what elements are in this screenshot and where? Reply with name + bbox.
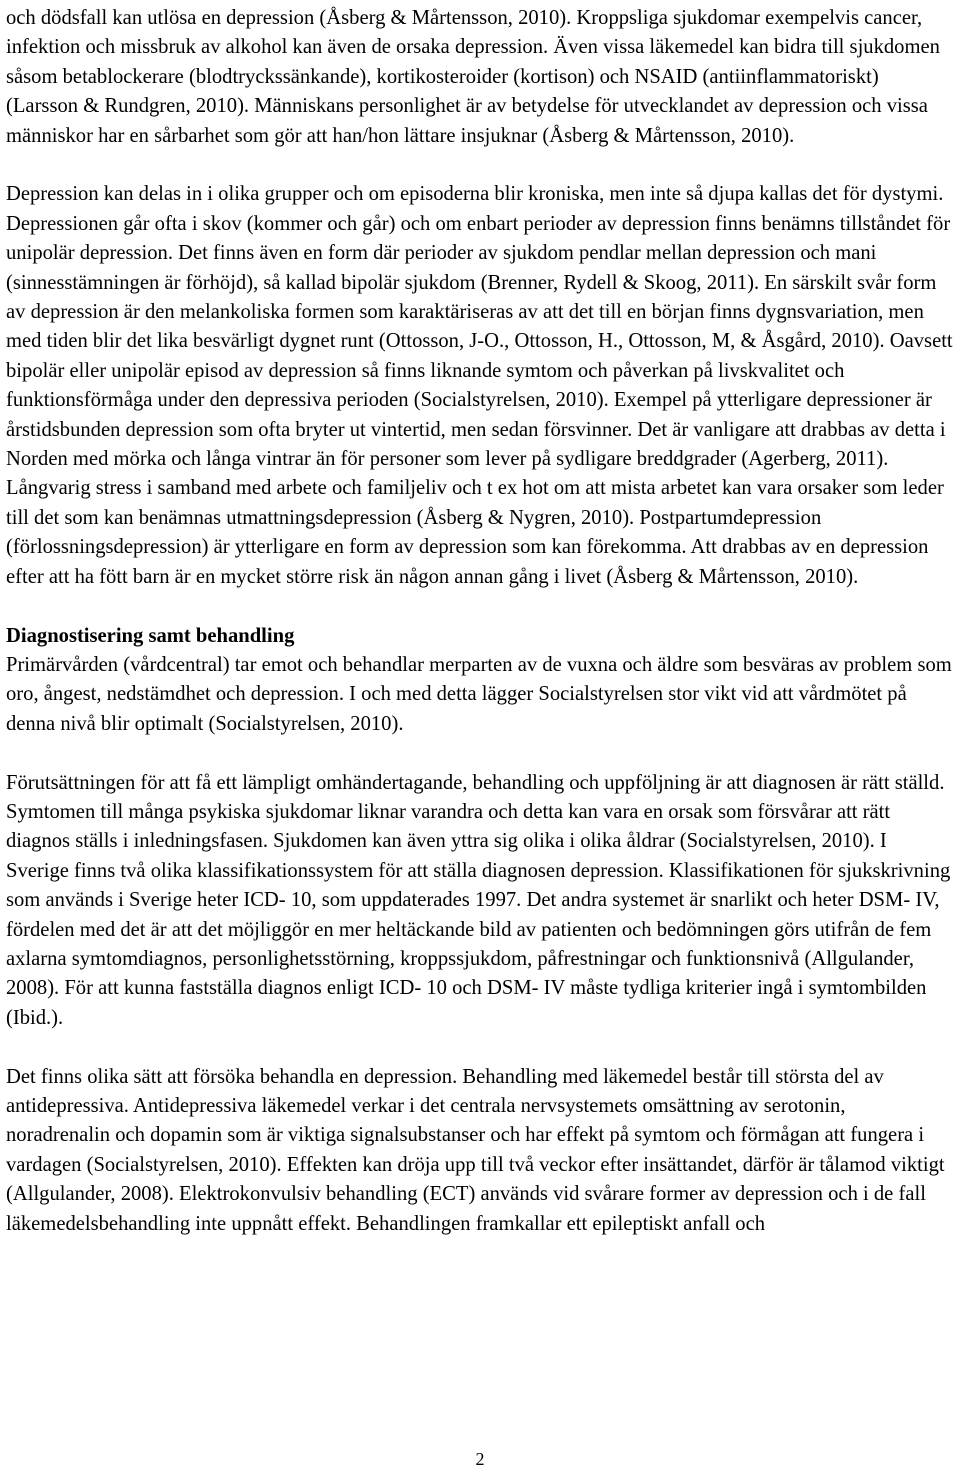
document-page [6,4,954,1239]
paragraph-spacer [6,1033,954,1062]
page-number: 2 [475,1449,485,1469]
paragraph-primary-care: Primärvården (vårdcentral) tar emot och behandlar merparten av de vuxna och äldre som besväras av problem som oro, ångest, nedstämdhet och depression. I och med detta lägger Socialstyrelsen stor vikt vid att vårdmötet på denna nivå blir optimalt (Socialstyrelsen, 2010). [6,653,952,735]
paragraph-spacer [6,592,954,621]
paragraph-causes: och dödsfall kan utlösa en depression (Åsberg & Mårtensson, 2010). Kroppsliga sjukdomar exempelvis cancer, infektion och missbruk av alkohol kan även de orsaka depression. Även vissa läkemedel kan bidra till sjukdomen såsom betablockerare (blodtryckssänkande), kortikosteroider (kortison) och NSAID (antiinflammatoriskt) (Larsson & Rundgren, 2010). Människans personlighet är av betydelse för utvecklandet av depression och vissa människor har en sårbarhet som gör att han/hon lättare insjuknar (Åsberg & Mårtensson, 2010). [6,7,940,147]
paragraph-spacer [6,151,954,180]
paragraph-spacer [6,739,954,768]
paragraph-types: Depression kan delas in i olika grupper och om episoderna blir kroniska, men inte så djupa kallas det för dystymi. Depressionen går ofta i skov (kommer och går) och om enbart perioder av depression finns benämns tillståndet för unipolär depression. Det finns även en form där perioder av sjukdom pendlar mellan depression och mani (sinnesstämningen är förhöjd), så kallad bipolär sjukdom (Brenner, Rydell & Skoog, 2011). En särskilt svår form av depression är den melankoliska formen som karaktäriseras av att det till en början finns dygnsvariation, men med tiden blir det lika besvärligt dygnet runt (Ottosson, J-O., Ottosson, H., Ottosson, M, & Åsgård, 2010). Oavsett bipolär eller unipolär episod av depression så finns liknande symtom och påverkan på livskvalitet och funktionsförmåga under den depressiva perioden (Socialstyrelsen, 2010). Exempel på ytterligare depressioner är årstidsbunden depression som ofta bryter ut vintertid, men sedan försvinner. Det är vanligare att drabbas av detta i Norden med mörka och långa vintrar än för personer som lever på sydligare breddgrader (Agerberg, 2011). Långvarig stress i samband med arbete och familjeliv och t ex hot om att mista arbetet kan vara orsaker som leder till det som kan benämnas utmattningsdepression (Åsberg & Nygren, 2010). Postpartumdepression (förlossningsdepression) är ytterligare en form av depression som kan förekomma. Att drabbas av en depression efter att ha fött barn är en mycket större risk än någon annan gång i livet (Åsberg & Mårtensson, 2010). [6,183,953,588]
paragraph-diagnosis: Förutsättningen för att få ett lämpligt omhändertagande, behandling och uppföljning är att diagnosen är rätt ställd. Symtomen till många psykiska sjukdomar liknar varandra och detta kan vara en orsak som försvårar att rätt diagnos ställs i inledningsfasen. Sjukdomen kan även yttra sig olika i olika åldrar (Socialstyrelsen, 2010). I Sverige finns två olika klassifikationssystem för att ställa diagnosen depression. Klassifikationen för sjukskrivning som används i Sverige heter ICD- 10, som uppdaterades 1997. Det andra systemet är snarlikt och heter DSM- IV, fördelen med det är att det möjliggör en mer heltäckande bild av patienten och bedömningen görs utifrån de fem axlarna symtomdiagnos, personlighetsstörning, kroppssjukdom, påfrestningar och funktionsnivå (Allgulander, 2008). För att kunna fastställa diagnos enligt ICD- 10 och DSM- IV måste tydliga kriterier ingå i symtombilden (Ibid.). [6,771,951,1029]
paragraph-treatment: Det finns olika sätt att försöka behandla en depression. Behandling med läkemedel består till största del av antidepressiva. Antidepressiva läkemedel verkar i det centrala nervsystemets omsättning av serotonin, noradrenalin och dopamin som är viktiga signalsubstanser och har effekt på symtom och förmågan att fungera i vardagen (Socialstyrelsen, 2010). Effekten kan dröja upp till två veckor efter insättandet, därför är tålamod viktigt (Allgulander, 2008). Elektrokonvulsiv behandling (ECT) används vid svårare former av depression och i de fall läkemedelsbehandling inte uppnått effekt. Behandlingen framkallar ett epileptiskt anfall och [6,1065,945,1235]
section-heading: Diagnostisering samt behandling [6,624,295,647]
